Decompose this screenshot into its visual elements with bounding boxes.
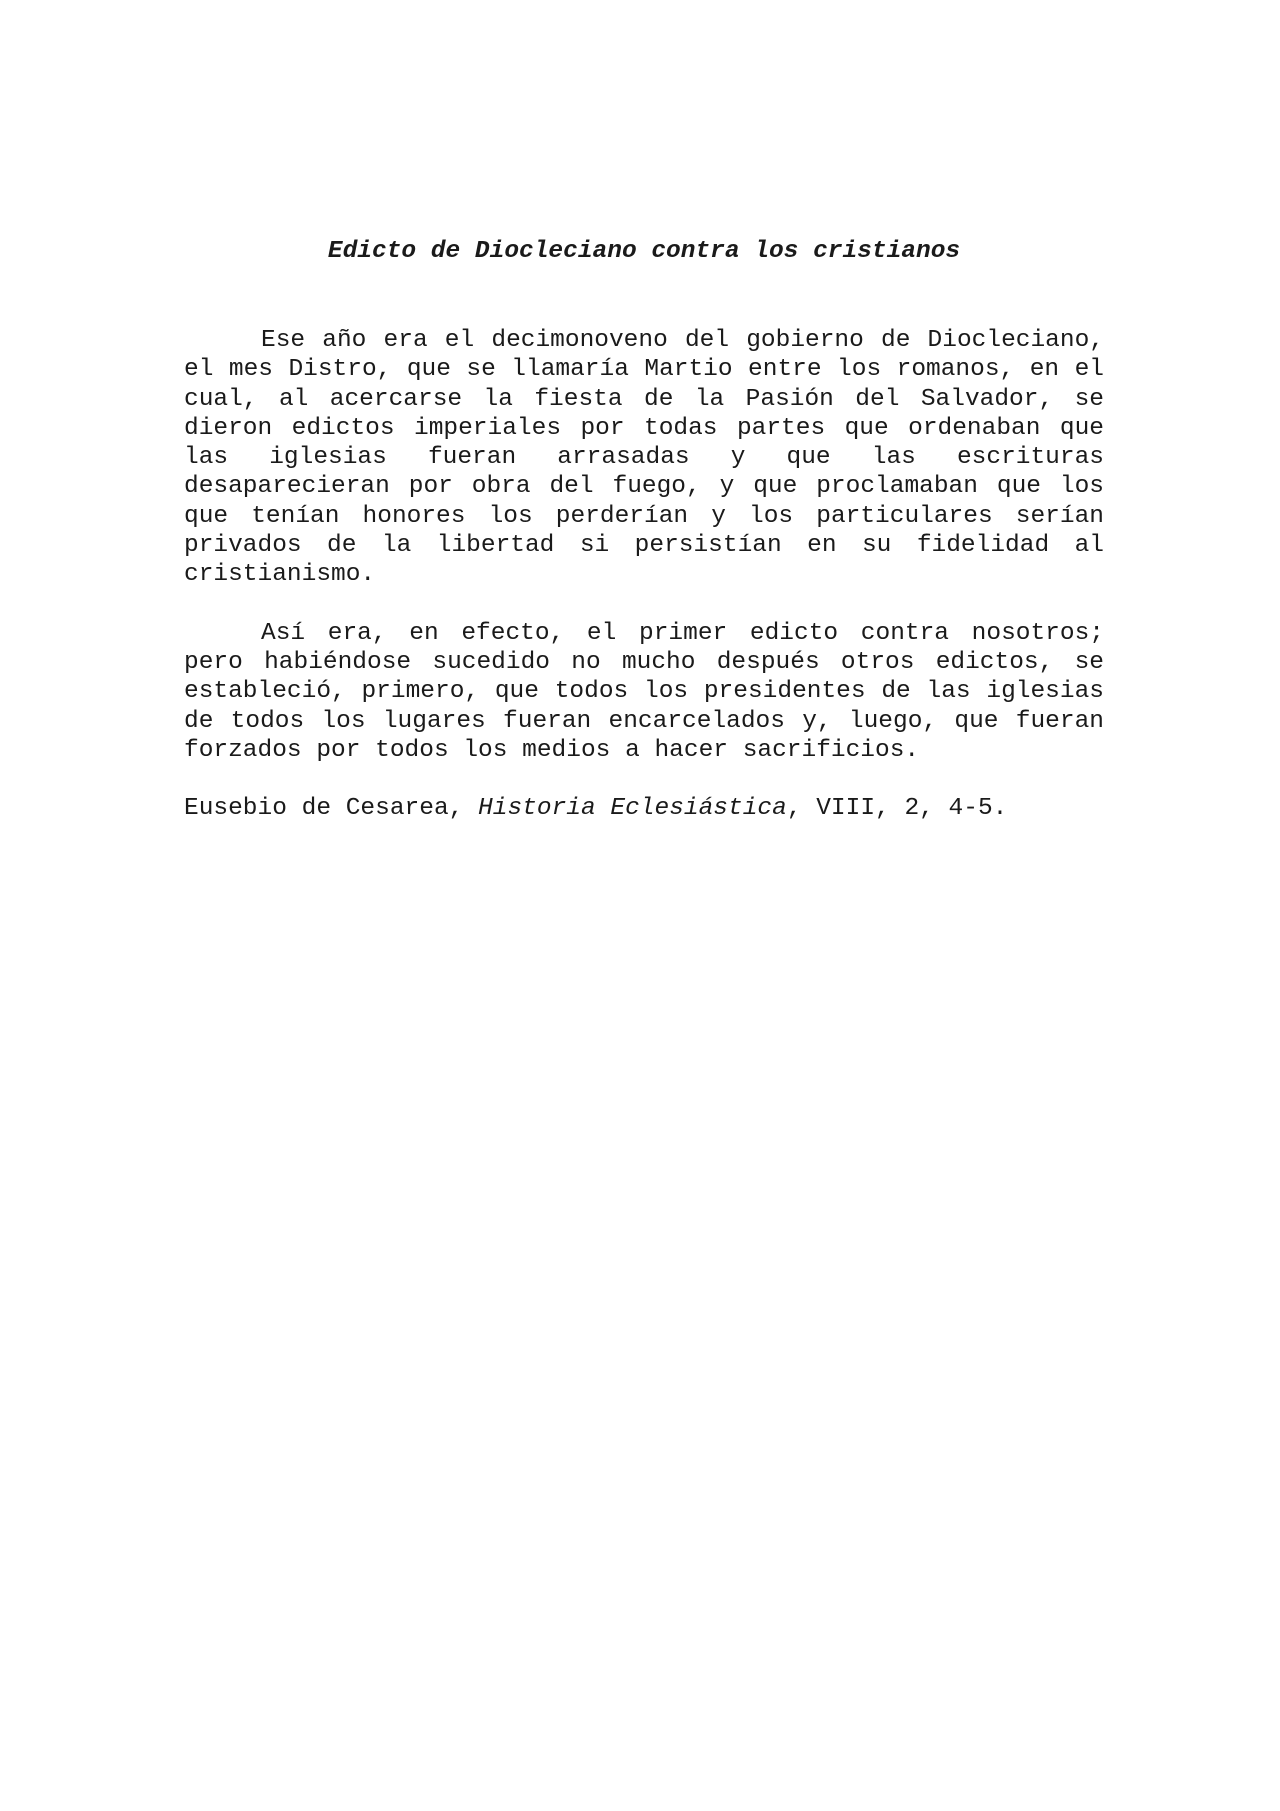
- document-title: Edicto de Diocleciano contra los cristianos: [327, 238, 961, 265]
- citation-reference: , VIII, 2, 4-5.: [786, 795, 1008, 823]
- citation-work-title: Historia Eclesiástica: [478, 795, 787, 823]
- citation-author: Eusebio de Cesarea,: [184, 795, 479, 823]
- paragraph-2: Así era, en efecto, el primer edicto contra nosotros; pero habiéndose sucedido no mucho después otros edictos, se estableció, primero, que todos los presidentes de las iglesias de todos los lugares fueran encarcelados y, luego, que fueran forzados por todos los medios a hacer sacrificios.: [184, 619, 1104, 764]
- paragraph-1: Ese año era el decimonoveno del gobierno de Diocleciano, el mes Distro, que se llamaría Martio entre los romanos, en el cual, al acercarse la fiesta de la Pasión del Salvador, se dieron edictos imperiales por todas partes que ordenaban que las iglesias fueran arrasadas y que las escrituras desaparecieran por obra del fuego, y que proclamaban que los que tenían honores los perderían y los particulares serían privados de la libertad si persistían en su fidelidad al cristianismo.: [184, 327, 1104, 589]
- document-body: [184, 236, 1104, 823]
- source-citation: [184, 794, 1104, 823]
